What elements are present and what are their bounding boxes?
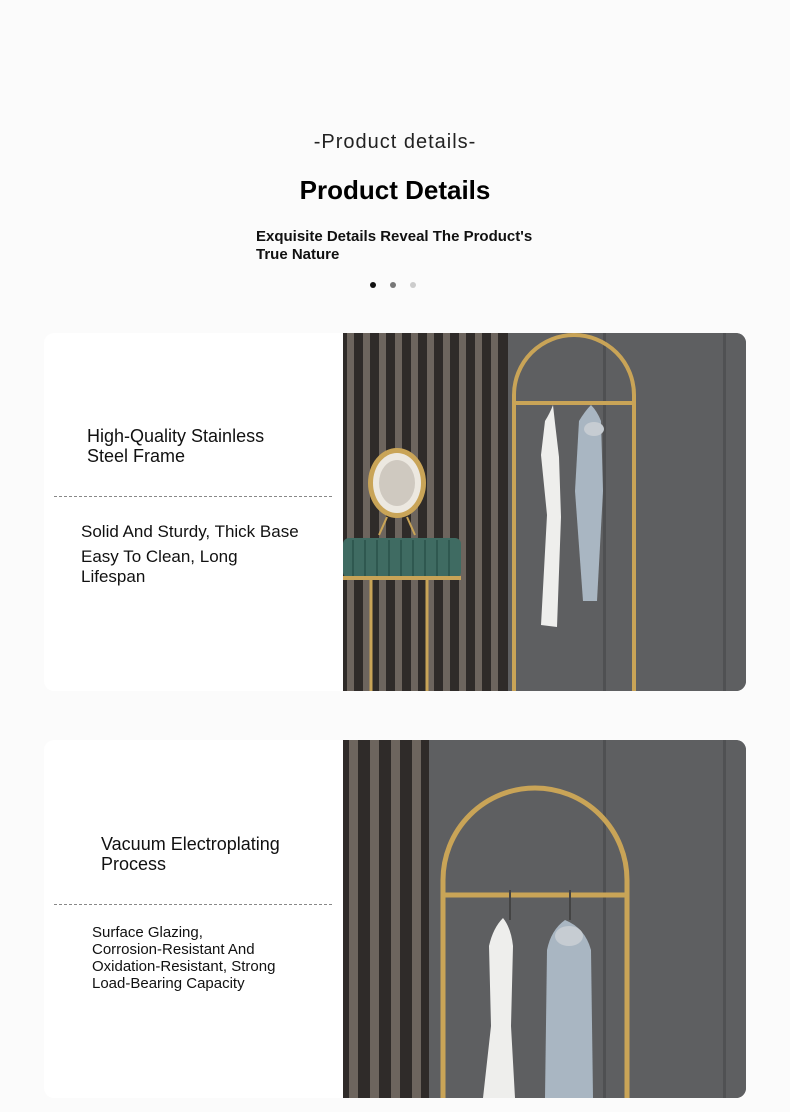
dashed-divider	[54, 904, 332, 905]
subtitle-line: Exquisite Details Reveal The Product's	[256, 228, 533, 245]
carousel-dot-1[interactable]	[370, 282, 376, 288]
feature-text	[44, 333, 343, 691]
page-subtitle	[256, 228, 556, 264]
page-title: Product Details	[299, 175, 491, 205]
feature-title	[101, 834, 280, 874]
section-label: -Product details-	[313, 131, 477, 153]
feature-title-line: High-Quality Stainless	[87, 426, 265, 446]
feature-title-line: Steel Frame	[87, 446, 186, 466]
carousel-indicator	[370, 282, 416, 288]
feature-description	[81, 522, 299, 587]
clothes-rack-illustration	[343, 333, 746, 691]
feature-desc-line: Oxidation-Resistant, Strong	[92, 958, 276, 975]
feature-title-line: Vacuum Electroplating	[101, 834, 280, 854]
feature-title-line: Process	[101, 854, 167, 874]
clothes-rack-closeup-illustration	[343, 740, 746, 1098]
feature-desc-line: Surface Glazing,	[92, 924, 203, 941]
carousel-dot-3[interactable]	[410, 282, 416, 288]
feature-title	[87, 426, 264, 466]
product-photo-electroplated-rack	[343, 740, 746, 1098]
feature-card-electroplating	[44, 740, 746, 1098]
feature-desc-line: Easy To Clean, Long	[81, 547, 238, 566]
feature-desc-line: Load-Bearing Capacity	[92, 975, 245, 992]
feature-description	[92, 924, 275, 992]
product-photo-stainless-frame	[343, 333, 746, 691]
feature-desc-line: Corrosion-Resistant And	[92, 941, 255, 958]
subtitle-line: True Nature	[256, 246, 340, 263]
feature-desc-line: Lifespan	[81, 567, 146, 586]
feature-text	[44, 740, 343, 1098]
carousel-dot-2[interactable]	[390, 282, 396, 288]
feature-card-frame	[44, 333, 746, 691]
feature-desc-line: Solid And Sturdy, Thick Base	[81, 522, 299, 541]
dashed-divider	[54, 496, 332, 497]
